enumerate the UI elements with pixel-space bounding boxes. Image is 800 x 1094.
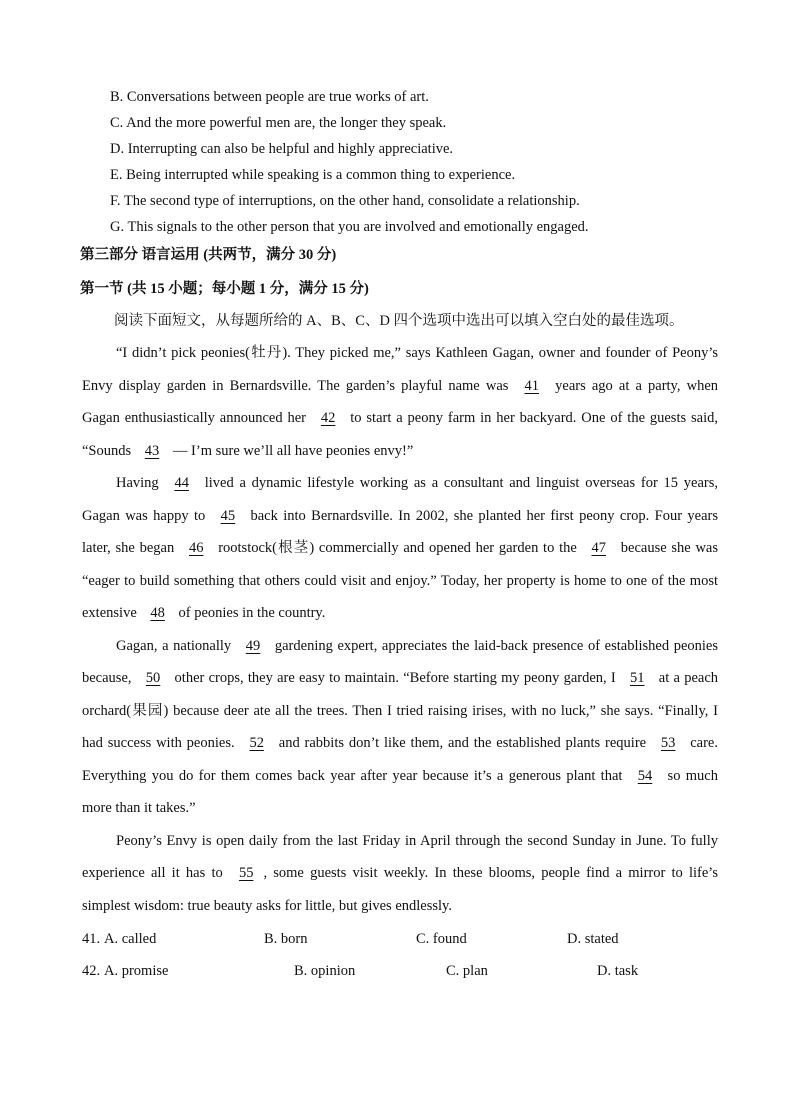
passage — [82, 337, 718, 922]
blank-54: 54 — [637, 767, 653, 784]
blank-41: 41 — [524, 377, 540, 394]
choice-c: C. found — [416, 931, 467, 947]
choice-b: B. opinion — [294, 963, 356, 979]
blank-51: 51 — [630, 670, 645, 686]
choice-d: D. stated — [567, 931, 619, 947]
subsection-heading: 第一节 (共 15 小题；每小题 1 分，满分 15 分) — [80, 281, 369, 297]
blank-44: 44 — [174, 475, 189, 491]
choice-b: B. born — [264, 931, 308, 947]
choice-d: D. task — [597, 963, 639, 979]
blank-45: 45 — [220, 507, 236, 524]
blank-43: 43 — [144, 442, 160, 459]
blank-53: 53 — [660, 735, 676, 751]
blank-50: 50 — [145, 670, 161, 686]
question-41 — [82, 929, 782, 949]
question-42 — [82, 961, 782, 981]
instruction-text: 阅读下面短文，从每题所给的 A、B、C、D 四个选项中选出可以填入空白处的最佳选项。 — [114, 313, 684, 329]
option-e: E. Being interrupted while speaking is a common thing to experience. — [110, 167, 516, 183]
blank-47: 47 — [591, 540, 607, 556]
blank-55: 55 — [238, 865, 254, 881]
option-b: B. Conversations between people are true works of art. — [110, 89, 429, 105]
question-number: 42. — [82, 963, 101, 979]
option-f: F. The second type of interruptions, on the other hand, consolidate a relationship. — [110, 193, 580, 209]
paragraph-2: Having 44 lived a dynamic lifestyle working as a consultant and linguist overseas for 15 years, Gagan was happy to 45 back into Bernardsville. In 2002, she planted her first peony crop. Four years later, she began 46 rootstock(根茎) commercially and opened her garden to the 47 because she was “eager to build something that others could visit and enjoy.” Today, her property is home to one of the most extensive 48 of peonies in the country. — [82, 467, 718, 630]
choice-a: A. promise — [104, 963, 169, 979]
blank-42: 42 — [320, 410, 336, 426]
paragraph-4: Peony’s Envy is open daily from the last Friday in April through the second Sunday in June. To fully experience all it has to 55 , some guests visit weekly. In these blooms, people find a mirror to life’s simplest wisdom: true beauty asks for little, but gives endlessly. — [82, 832, 718, 914]
section-heading: 第三部分 语言运用 (共两节，满分 30 分) — [80, 247, 337, 263]
option-c: C. And the more powerful men are, the longer they speak. — [110, 115, 447, 131]
paragraph-3: Gagan, a nationally 49 gardening expert, appreciates the laid-back presence of established peonies because, 50 other crops, they are easy to maintain. “Before starting my peony garden, I 51 at a peach orchard(果园) because deer ate all the trees. Then I tried raising irises, with no luck,” she says. “Finally, I had success with peonies. 52 and rabbits don’t like them, and the established plants require 53 care. Everything you do for them comes back year after year because it’s a generous plant that 54 so much more than it takes.” — [82, 630, 718, 825]
blank-48: 48 — [150, 605, 165, 621]
choice-c: C. plan — [446, 963, 488, 979]
option-g: G. This signals to the other person that you are involved and emotionally engaged. — [110, 219, 589, 235]
question-number: 41. — [82, 931, 101, 947]
choice-a: A. called — [104, 931, 157, 947]
blank-52: 52 — [249, 735, 264, 751]
paragraph-1: “I didn’t pick peonies(牡丹). They picked me,” says Kathleen Gagan, owner and founder of Peony’s Envy display garden in Bernardsville. The garden’s playful name was 41 years ago at a party, when Gagan enthusiastically announced her 42 to start a peony farm in her backyard. One of the guests said, “Sounds 43 — I’m sure we’ll all have peonies envy!” — [82, 337, 718, 467]
option-d: D. Interrupting can also be helpful and highly appreciative. — [110, 141, 454, 157]
blank-49: 49 — [245, 637, 261, 654]
blank-46: 46 — [188, 540, 204, 556]
